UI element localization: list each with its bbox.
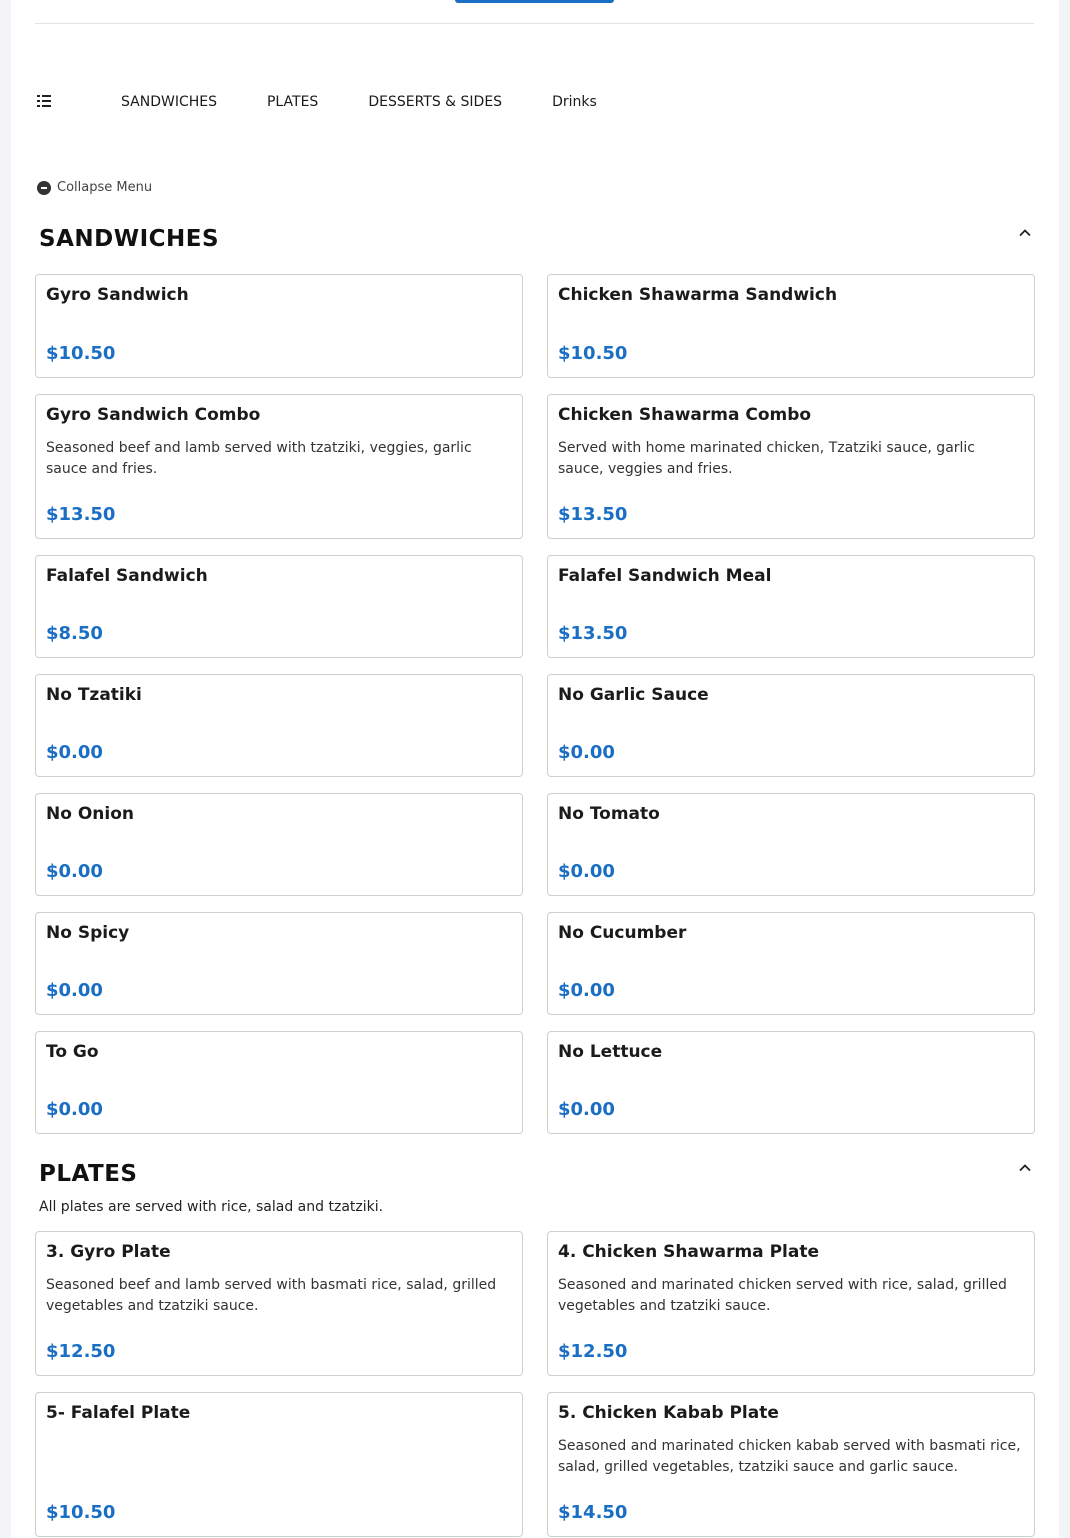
item-price: $0.00 xyxy=(46,742,103,763)
item-price: $10.50 xyxy=(46,343,116,364)
item-name: Falafel Sandwich Meal xyxy=(558,566,772,586)
section-description-plates: All plates are served with rice, salad and tzatziki. xyxy=(39,1199,384,1215)
item-price: $0.00 xyxy=(46,861,103,882)
item-name: No Cucumber xyxy=(558,923,687,943)
item-name: No Tomato xyxy=(558,804,660,824)
menu-item-card[interactable] xyxy=(547,274,1035,378)
menu-item-card[interactable] xyxy=(35,793,523,896)
menu-item-card[interactable] xyxy=(35,274,523,378)
item-name: Falafel Sandwich xyxy=(46,566,208,586)
menu-page xyxy=(11,0,1059,1538)
item-price: $0.00 xyxy=(46,980,103,1001)
item-name: Chicken Shawarma Sandwich xyxy=(558,285,838,305)
menu-item-card[interactable] xyxy=(35,1392,523,1537)
item-name: No Tzatiki xyxy=(46,685,142,705)
menu-item-card[interactable] xyxy=(547,555,1035,658)
item-name: No Onion xyxy=(46,804,134,824)
item-name: 4. Chicken Shawarma Plate xyxy=(558,1242,819,1262)
item-name: To Go xyxy=(46,1042,99,1062)
minus-circle-icon xyxy=(37,181,51,195)
menu-item-card[interactable] xyxy=(35,394,523,539)
category-link-sandwiches[interactable]: SANDWICHES xyxy=(121,94,217,110)
item-price: $13.50 xyxy=(46,504,116,525)
collapse-menu-label: Collapse Menu xyxy=(57,180,153,195)
chevron-up-icon[interactable] xyxy=(1019,227,1031,239)
item-name: 3. Gyro Plate xyxy=(46,1242,171,1262)
menu-item-card[interactable] xyxy=(547,1392,1035,1537)
menu-item-card[interactable] xyxy=(547,912,1035,1015)
item-name: Chicken Shawarma Combo xyxy=(558,405,812,425)
top-action-button[interactable] xyxy=(455,0,614,3)
item-description: Seasoned beef and lamb served with tzatziki, veggies, garlic sauce and fries. xyxy=(46,440,472,477)
item-price: $10.50 xyxy=(558,343,628,364)
menu-item-card[interactable] xyxy=(547,394,1035,539)
item-name: 5- Falafel Plate xyxy=(46,1403,191,1423)
menu-item-card[interactable] xyxy=(35,555,523,658)
item-price: $10.50 xyxy=(46,1502,116,1523)
item-price: $12.50 xyxy=(558,1341,628,1362)
section-title-plates: PLATES xyxy=(39,1161,138,1187)
menu-item-card[interactable] xyxy=(35,1231,523,1376)
item-price: $13.50 xyxy=(558,623,628,644)
item-price: $12.50 xyxy=(46,1341,116,1362)
item-name: Gyro Sandwich xyxy=(46,285,189,305)
menu-item-card[interactable] xyxy=(35,1031,523,1134)
collapse-menu-button[interactable] xyxy=(37,180,152,195)
item-name: No Spicy xyxy=(46,923,130,943)
item-price: $0.00 xyxy=(558,861,615,882)
item-price: $0.00 xyxy=(46,1099,103,1120)
item-description: Served with home marinated chicken, Tzatziki sauce, garlic sauce, veggies and fries. xyxy=(558,440,975,477)
item-name: Gyro Sandwich Combo xyxy=(46,405,261,425)
item-name: 5. Chicken Kabab Plate xyxy=(558,1403,779,1423)
item-price: $0.00 xyxy=(558,1099,615,1120)
item-name: No Lettuce xyxy=(558,1042,663,1062)
item-price: $0.00 xyxy=(558,980,615,1001)
item-price: $0.00 xyxy=(558,742,615,763)
menu-item-card[interactable] xyxy=(547,1231,1035,1376)
item-price: $8.50 xyxy=(46,623,103,644)
menu-item-card[interactable] xyxy=(547,793,1035,896)
menu-item-card[interactable] xyxy=(35,912,523,1015)
item-description: Seasoned beef and lamb served with basmati rice, salad, grilled vegetables and tzatziki sauce. xyxy=(46,1277,497,1314)
item-description: Seasoned and marinated chicken served with rice, salad, grilled vegetables and tzatziki sauce. xyxy=(558,1277,1007,1314)
item-price: $13.50 xyxy=(558,504,628,525)
item-name: No Garlic Sauce xyxy=(558,685,709,705)
menu-item-card[interactable] xyxy=(547,1031,1035,1134)
list-icon[interactable] xyxy=(37,95,53,109)
category-link-plates[interactable]: PLATES xyxy=(266,94,319,110)
category-nav xyxy=(35,84,1034,120)
menu-item-card[interactable] xyxy=(547,674,1035,777)
category-link-drinks[interactable]: Drinks xyxy=(552,94,597,110)
chevron-up-icon[interactable] xyxy=(1019,1162,1031,1174)
divider xyxy=(35,23,1034,24)
category-link-desserts-sides[interactable]: DESSERTS & SIDES xyxy=(368,94,503,110)
section-title-sandwiches: SANDWICHES xyxy=(39,226,220,252)
item-description: Seasoned and marinated chicken kabab served with basmati rice, salad, grilled vegetables, tzatziki sauce and garlic sauce. xyxy=(558,1438,1021,1475)
item-price: $14.50 xyxy=(558,1502,628,1523)
menu-item-card[interactable] xyxy=(35,674,523,777)
